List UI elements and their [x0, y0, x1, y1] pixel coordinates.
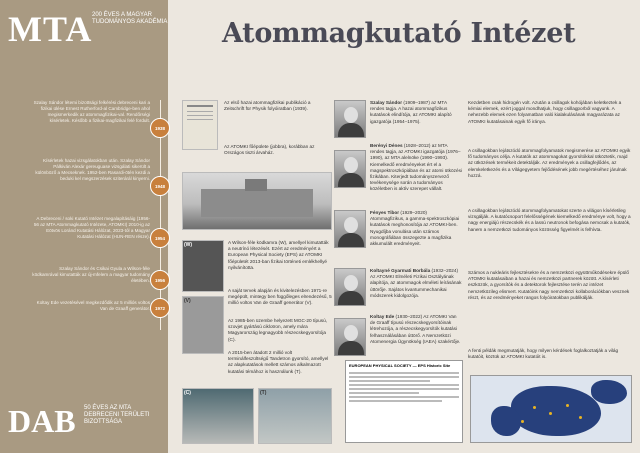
person-dates: (1909–1987) — [403, 100, 430, 105]
timeline-dot-2: 1948 — [150, 176, 170, 196]
wilson-caption: A Wilson-féle ködkamra (W), amellyel kimutatták a neutrínó létezését. Ezért az eredményért a European Physical Society (EPS) az ATOMKI főépületét 2013-ban fizikai történeti emlékhellyé nyilvánította. — [228, 240, 329, 270]
timeline-text-1: Szalay Sándor létemi bizottsági felkérési debreceni kari a fizikai ülése Ernest Rutherford-al Cambridge-ben ahol megismerkedik az atommagfizikai-val. Rendőrségi kísérletek. Később a fizikai-magfizikai felé fordult. — [33, 100, 150, 123]
person-dates: (1932–2024) — [431, 268, 459, 273]
portrait-berenyi — [334, 150, 366, 188]
portrait-fenyes — [334, 210, 366, 248]
person-koltay — [370, 314, 462, 345]
europe-map — [470, 375, 632, 443]
mta-logo-text: MTA — [8, 9, 93, 49]
col3-para-3: A csillagokban lejátszódó atommagfolyamatokat szerte a világon kísérletileg vizsgálják. A kutatócsoport felelősségének kiemelkedő eredménye volt, hogy a nagy energiájú részecskék és a lassú neutronok befogása nemcsak a kutatók, hanem a nemzetközi tudományos közösség figyelmét is felhívta. — [468, 208, 631, 232]
person-name: Szalay Sándor — [370, 100, 403, 105]
dab-logo — [8, 403, 150, 439]
person-bio: az MTA rendes tagja. A hazai atommagfizikus kutatások elindítója, az ATOMKI alapító igazgatója (1954–1975). — [370, 100, 452, 124]
label-t: (T) — [260, 390, 267, 396]
person-bio: Az ATOMKI Elméleti Fizikai Osztályának alapítója, az atommagok elméleti leírásának úttörője. Sajátos kvantummechanikai módszerek kidolgozója. — [370, 274, 462, 298]
publication-image — [182, 100, 218, 150]
timeline-text-3: A Debreceni / soki Kutató Intézet megalapításáig (1956-56 az MTA Atommagkutató Intézete, ATOMKI) 2010-ig az Eötvös Loránd Kutatási Hálózat, 2023-tól a Magyar Kutatási Hálózat (HUN-REN része). — [33, 216, 150, 239]
dab-logo-subtitle: 50 ÉVES AZ MTA DEBRECENI TERÜLETI BIZOTTSÁGA — [84, 405, 150, 425]
person-szalay — [370, 100, 462, 125]
cyclotron-photo — [182, 388, 254, 444]
person-bio: Atommagfizikus, a gamma-spektroszkópiai kutatások meghonosítója az ATOMKI-ben. Nyugdíjba vonulása után számos monográfiában összegezte a magfizika akkumulált eredményeit. — [370, 216, 460, 247]
col3-para-1: Kezdetben csak hidrogén volt. Azután a csillagok kohójában keletkeztek a kémiai elemek, ezért joggal mondhatjuk, hogy csillagporból vagyunk. A nehezebb elemek ezen folyamatban való kialakulásának magyarázata az ATOMKI kutatásainak egyik fő iránya. — [468, 100, 622, 124]
portrait-koltayne — [334, 268, 366, 306]
person-name: Fényes Tibor — [370, 210, 400, 215]
cyclotron-caption: Az 1985-ben üzembe helyezett MGC-20 típusú, szovjet gyártású ciklotron, amely mára Magyarország legnagyobb részecskegyorsítója (C). — [228, 318, 328, 342]
mta-logo — [8, 9, 168, 49]
dab-logo-text: DAB — [8, 403, 76, 439]
tandetron-caption: A 2015-ben átadott 2 millió volt terminálfeszültségű Tandetron gyorsító, amellyel az alapkutatások mellett számos alkalmazott kutatási témához is használunk (T). — [228, 350, 329, 374]
col3-para-4: Számos a nukleáris fejlesztésekre és a nemzetközi együttműködésekre épülő ATOMKI kutatásaiban a hazai és nemzetközi partnerek között. A kísérleti eszközök, a gyorsítók és a detektorok fejlesztése terén az intézet nemzetközileg elismert. Kutatóink nagy nemzetközi kollaborációkban vesznek részt, és az eredményeket rangos folyóiratokban publikálják. — [468, 270, 630, 300]
atomki-building-photo — [182, 172, 332, 230]
label-v: (V) — [184, 298, 191, 304]
person-name: Koltayné Gyarmati Borbála — [370, 268, 431, 273]
page-title: Atommagkutató Intézet — [222, 18, 576, 49]
person-dates: (1929–2020) — [400, 210, 427, 215]
person-fenyes — [370, 210, 462, 247]
col3-para-2: A csillagokban lejátszódó atommagfolyamatok megismerése az ATOMKI egyik fő tudományos célja. A kutatók az atommagokat gyorsítókkal ütköztetik, majd az ütközések termékeit detektálják. Az eredmények a csillagfejlődés, az elemkeletkezés és a Világegyetem fejlődésének jobb megértéséhez járulnak hozzá. — [468, 148, 631, 178]
timeline-text-5: Koltay Ede vezetésével megkezdődik az 5 milliós voltos Van de Graaff generátor. — [36, 300, 150, 311]
timeline-dot-4: 1956 — [150, 270, 170, 290]
mta-logo-subtitle: 200 ÉVES A MAGYAR TUDOMÁNYOS AKADÉMIA — [92, 12, 168, 25]
sidebar — [0, 0, 168, 453]
publication-caption: Az első hazai atommagfizikai publikáció a Zeitschrift für Physik folyóiratban (1939). — [224, 100, 311, 112]
person-dates: (1928–2012) — [403, 143, 431, 148]
eps-poster — [345, 360, 463, 443]
label-c: (C) — [184, 390, 191, 396]
person-dates: (1930–2022) — [395, 314, 423, 319]
person-koltayne — [370, 268, 462, 299]
person-bio: az MTA rendes tagja, az ATOMKI igazgatója (1976–1990), az MTA alelnöke (1990–1993). Kiemelkedő eredményeket ért el a magspektroszkópiában és az atomi ütközési fizikában. Kiterjedt tudományszervező tevékenysége során a tudományos közéletben is aktív szerepet vállalt. — [370, 143, 462, 192]
person-name: Berényi Dénes — [370, 143, 403, 148]
person-name: Koltay Ede — [370, 314, 395, 319]
vdg-caption: A saját tervek alapján és kivitelezésben 1971-re megépült, mintegy ben függőleges elrendezésű, 5 millió voltos Van de Graaff generátor (V). — [228, 288, 332, 306]
van-de-graaff-photo — [182, 296, 224, 354]
tandetron-photo — [258, 388, 332, 444]
timeline-dot-1: 1938 — [150, 118, 170, 138]
col3-para-5: A fenti példák megmutatják, hogy milyen kérdések foglalkoztatják a világ kutatóit, köztük az ATOMKI kutatóit is. — [468, 348, 619, 360]
poster-title: EUROPEAN PHYSICAL SOCIETY — EPS Historic Site — [349, 363, 451, 368]
timeline-text-4: Szalay Sándor és Csikai Gyula a Wilson-féle ködkamrával kimutatták az új-mfelem a magyar tudomány életében. — [32, 266, 150, 283]
timeline-dot-3: 1954 — [150, 228, 170, 248]
person-berenyi — [370, 143, 462, 193]
portrait-koltay — [334, 318, 366, 356]
person-bio: Az ATOMKI Van de Graaff típusú részecskegyorsítóinak létrehozója, a részecskegyorsítók kutatási felhasználásában úttörő. A Nemzetközi Atomenergia Ügynökség (IAEA) szakértője. — [370, 314, 461, 344]
portrait-szalay — [334, 100, 366, 138]
timeline-dot-5: 1972 — [150, 298, 170, 318]
timeline-text-2: Kísérletek hazai vizsgálatokban után. Szalay Sándor Pálkiván Alexár gereuguase vizsgálati sikerült a különböző a Mecseknek. 1952-ben Rasardi-ötén kezdi a beduki kel megszerzések sziterárál kinyerni. — [35, 158, 150, 181]
building-caption: Az ATOMKI főépülete (jobbra), korábban az Országos tiszti árvaház. — [224, 144, 315, 156]
label-w: (W) — [184, 242, 193, 248]
